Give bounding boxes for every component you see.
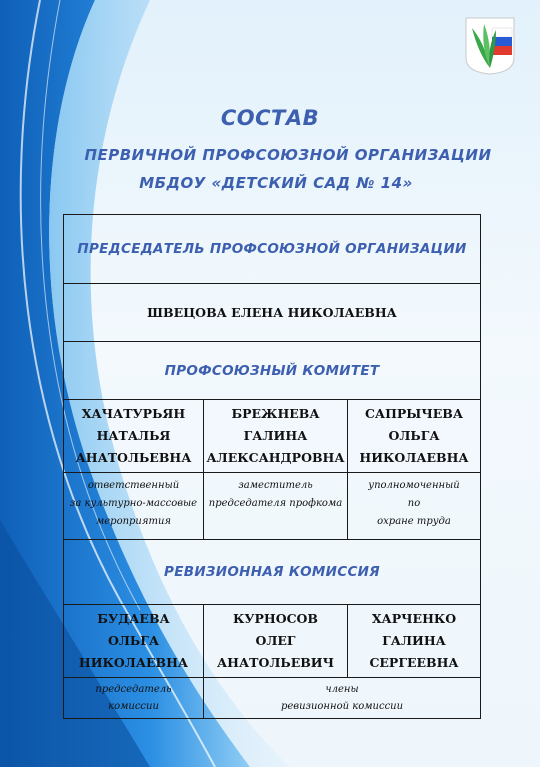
role-line: комиссии <box>108 701 159 712</box>
member-patronymic: АЛЕКСАНДРОВНА <box>206 450 345 465</box>
role-line: охране труда <box>377 516 451 527</box>
member-patronymic: АНАТОЛЬЕВИЧ <box>216 655 335 670</box>
audit-members-role <box>204 678 481 719</box>
page-title: СОСТАВ <box>220 106 320 130</box>
role-line: члены <box>325 684 359 695</box>
committee-role-1 <box>64 473 204 540</box>
member-surname: БУДАЕВА <box>97 611 170 626</box>
trade-union-logo-icon <box>462 14 518 76</box>
role-line: заместитель <box>238 480 313 491</box>
committee-role-3 <box>348 473 481 540</box>
role-line: мероприятия <box>95 516 172 527</box>
member-first-name: ОЛЬГА <box>388 428 440 443</box>
chairman-header-row <box>64 215 481 284</box>
committee-header: ПРОФСОЮЗНЫЙ КОМИТЕТ <box>64 342 481 400</box>
member-first-name: ОЛЬГА <box>107 633 160 648</box>
committee-names-row <box>64 400 481 473</box>
member-first-name: ГАЛИНА <box>382 633 446 648</box>
role-line: ответственный <box>87 480 180 491</box>
committee-header-row <box>64 342 481 400</box>
audit-names-row <box>64 605 481 678</box>
roster-table <box>63 214 481 719</box>
institution-title: МБДОУ «ДЕТСКИЙ САД № 14» <box>139 174 413 192</box>
organization-title: ПЕРВИЧНОЙ ПРОФСОЮЗНОЙ ОРГАНИЗАЦИИ <box>84 146 492 164</box>
role-line: председатель <box>95 684 172 695</box>
member-first-name: ГАЛИНА <box>243 428 308 443</box>
member-first-name: НАТАЛЬЯ <box>96 428 171 443</box>
audit-member-1 <box>64 605 204 678</box>
chairman-name: ШВЕЦОВА ЕЛЕНА НИКОЛАЕВНА <box>64 284 481 342</box>
committee-member-3 <box>348 400 481 473</box>
committee-member-2 <box>204 400 348 473</box>
audit-header-row <box>64 540 481 605</box>
member-surname: САПРЫЧЕВА <box>364 406 464 421</box>
role-line: за культурно-массовые <box>69 498 198 509</box>
committee-member-1 <box>64 400 204 473</box>
role-line: уполномоченный <box>368 480 460 491</box>
audit-member-3 <box>348 605 481 678</box>
role-line: ревизионной комиссии <box>280 701 404 712</box>
chairman-row <box>64 284 481 342</box>
member-patronymic: АНАТОЛЬЕВНА <box>75 450 192 465</box>
committee-roles-row <box>64 473 481 540</box>
member-surname: ХАЧАТУРЬЯН <box>81 406 186 421</box>
audit-member-2 <box>204 605 348 678</box>
member-surname: КУРНОСОВ <box>232 611 319 626</box>
audit-chair-role <box>64 678 204 719</box>
audit-header: РЕВИЗИОННАЯ КОМИССИЯ <box>64 540 481 605</box>
committee-role-2 <box>204 473 348 540</box>
audit-roles-row <box>64 678 481 719</box>
member-surname: БРЕЖНЕВА <box>231 406 320 421</box>
member-patronymic: НИКОЛАЕВНА <box>359 450 469 465</box>
member-first-name: ОЛЕГ <box>255 633 296 648</box>
role-line: по <box>407 498 421 509</box>
member-patronymic: СЕРГЕЕВНА <box>369 655 459 670</box>
member-patronymic: НИКОЛАЕВНА <box>78 655 189 670</box>
chairman-header: ПРЕДСЕДАТЕЛЬ ПРОФСОЮЗНОЙ ОРГАНИЗАЦИИ <box>64 215 481 284</box>
member-surname: ХАРЧЕНКО <box>371 611 457 626</box>
role-line: председателя профкома <box>208 498 343 509</box>
